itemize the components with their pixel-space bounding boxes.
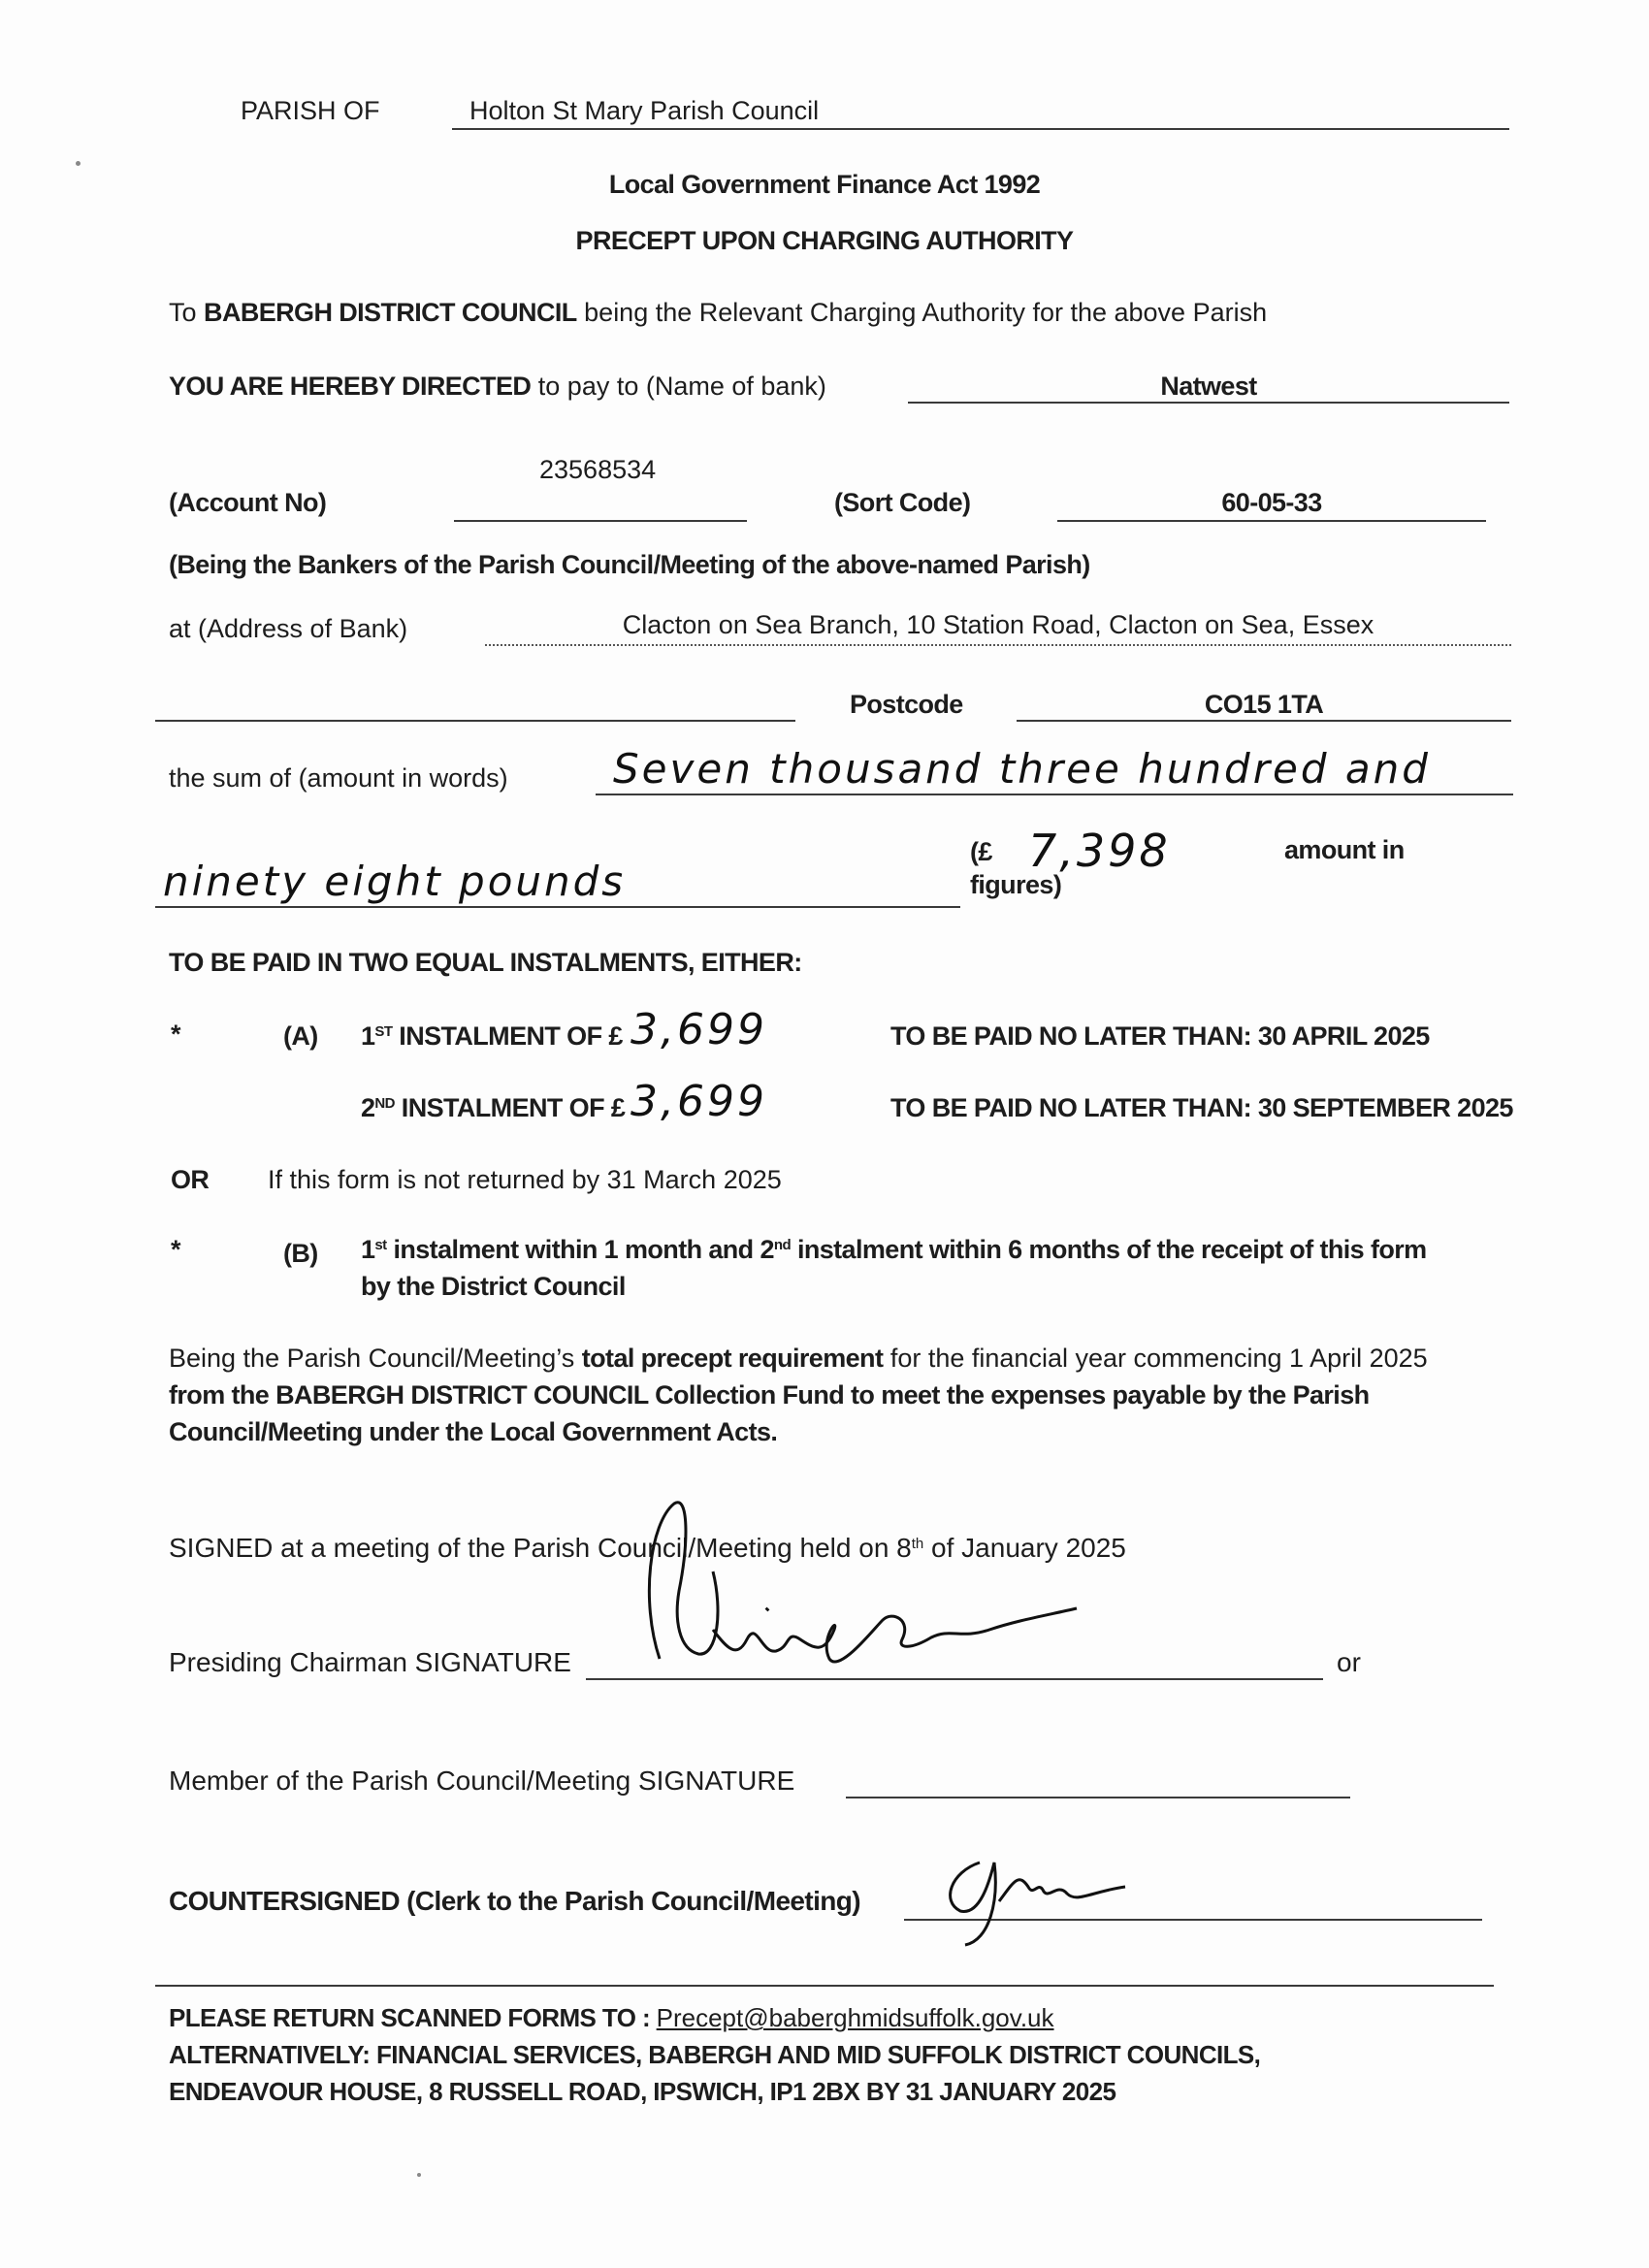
directed-bold: YOU ARE HEREBY DIRECTED	[169, 372, 532, 401]
return-email-link[interactable]: Precept@baberghmidsuffolk.gov.uk	[656, 2003, 1054, 2032]
footer-divider	[155, 1985, 1494, 1987]
address-line-2	[155, 720, 795, 722]
amount-figures: 7,398	[1028, 825, 1171, 877]
first-sup: ST	[374, 1023, 393, 1040]
option-a-label: (A)	[283, 1021, 318, 1051]
scan-speck	[417, 2173, 421, 2177]
option-a-star: *	[171, 1020, 180, 1049]
first-instalment-amount: 3,699	[630, 1005, 767, 1054]
to-prefix: To	[169, 298, 197, 327]
first-instalment-label	[361, 1021, 623, 1052]
chairman-signature	[621, 1484, 1106, 1698]
bank-address: Clacton on Sea Branch, 10 Station Road, Clacton on Sea, Essex	[622, 610, 1374, 639]
b-1: 1	[361, 1235, 375, 1264]
parish-label: PARISH OF	[241, 96, 380, 125]
b-text-1: instalment within 1 month and 2	[393, 1235, 774, 1264]
postcode: CO15 1TA	[1204, 690, 1324, 719]
req-2-bold: BABERGH DISTRICT COUNCIL	[275, 1380, 649, 1409]
directed-rest: to pay to (Name of bank)	[537, 372, 826, 401]
bank-name: Natwest	[1160, 372, 1257, 401]
b-2-sup: nd	[773, 1237, 792, 1253]
amount-words-label: the sum of (amount in words)	[169, 763, 508, 793]
address-label: at (Address of Bank)	[169, 614, 408, 643]
act-title: Local Government Finance Act 1992	[608, 170, 1041, 199]
postcode-line	[1017, 720, 1511, 722]
second-label-text: INSTALMENT OF £	[401, 1093, 626, 1122]
scan-speck	[76, 161, 81, 166]
parish-name-line	[452, 128, 1509, 130]
or-text-2: or	[1337, 1647, 1361, 1677]
amount-words-line2: ninety eight pounds	[163, 858, 627, 905]
b-1-sup: st	[374, 1237, 387, 1253]
clerk-signature	[922, 1843, 1154, 1960]
to-council: BABERGH DISTRICT COUNCIL	[204, 298, 577, 327]
req-1-bold: total precept requirement	[581, 1344, 884, 1373]
requirement-line-2	[169, 1379, 1370, 1410]
second-instalment-label	[361, 1092, 625, 1123]
signed-b: of January 2025	[931, 1533, 1126, 1563]
req-2b: Collection Fund to meet the expenses payable by the Parish	[655, 1380, 1370, 1409]
req-1b: for the financial year commencing 1 April 2025	[889, 1344, 1428, 1373]
signed-sup: th	[911, 1536, 924, 1552]
alt-rest: FINANCIAL SERVICES, BABERGH AND MID SUFFOLK DISTRICT COUNCILS,	[375, 2040, 1261, 2069]
instalments-heading: TO BE PAID IN TWO EQUAL INSTALMENTS, EITHER:	[169, 948, 802, 977]
amount-words-line	[596, 794, 1513, 795]
amount-words-line-2	[155, 906, 960, 908]
footer-address: ENDEAVOUR HOUSE, 8 RUSSELL ROAD, IPSWICH, IP1 2BX	[169, 2077, 860, 2106]
to-line	[169, 297, 1267, 328]
alternatively-line	[169, 2039, 1260, 2070]
address-deadline-line	[169, 2076, 1116, 2107]
form-title: PRECEPT UPON CHARGING AUTHORITY	[575, 226, 1074, 255]
second-sup: ND	[374, 1095, 395, 1112]
amount-in-label: amount in	[1284, 835, 1405, 864]
figures-suffix: figures)	[970, 870, 1062, 899]
postcode-label: Postcode	[850, 690, 963, 719]
second-instalment-due: TO BE PAID NO LATER THAN: 30 SEPTEMBER 2025	[890, 1093, 1513, 1122]
directed-line	[169, 371, 826, 402]
member-label: Member of the Parish Council/Meeting SIGNATURE	[169, 1766, 795, 1796]
signed-a: SIGNED at a meeting of the Parish Council/Meeting held on 8	[169, 1533, 912, 1563]
parish-name: Holton St Mary Parish Council	[469, 96, 820, 125]
account-number: 23568534	[539, 455, 657, 484]
member-signature-line[interactable]	[846, 1797, 1350, 1798]
return-bold: PLEASE RETURN SCANNED FORMS TO :	[169, 2003, 651, 2032]
address-line	[485, 644, 1511, 646]
chairman-label: Presiding Chairman SIGNATURE	[169, 1647, 571, 1677]
option-b-text-1	[361, 1234, 1427, 1265]
option-b-label: (B)	[283, 1239, 318, 1268]
bank-name-line	[908, 402, 1509, 404]
first-instalment-due: TO BE PAID NO LATER THAN: 30 APRIL 2025	[890, 1021, 1430, 1051]
b-text-2: instalment within 6 months of the receipt of this form	[796, 1235, 1427, 1264]
return-line	[169, 2002, 1054, 2033]
sort-code: 60-05-33	[1221, 488, 1322, 517]
sort-code-line	[1057, 520, 1486, 522]
req-1a: Being the Parish Council/Meeting’s	[169, 1344, 575, 1373]
requirement-line-3: Council/Meeting under the Local Government Acts.	[169, 1417, 778, 1446]
second-num: 2	[361, 1093, 375, 1122]
second-instalment-amount: 3,699	[630, 1077, 767, 1126]
requirement-line-1	[169, 1343, 1428, 1374]
or-label: OR	[171, 1165, 210, 1194]
clerk-label: COUNTERSIGNED (Clerk to the Parish Council/Meeting)	[169, 1886, 861, 1916]
option-b-star: *	[171, 1235, 180, 1264]
or-text: If this form is not returned by 31 March 2025	[268, 1165, 782, 1194]
account-label: (Account No)	[169, 488, 327, 517]
option-b-text-2: by the District Council	[361, 1272, 626, 1301]
alt-bold: ALTERNATIVELY:	[169, 2040, 371, 2069]
bankers-note: (Being the Bankers of the Parish Council/Meeting of the above-named Parish)	[169, 550, 1090, 579]
account-line	[454, 520, 747, 522]
sort-code-label: (Sort Code)	[834, 488, 971, 517]
footer-deadline: BY 31 JANUARY 2025	[865, 2077, 1116, 2106]
amount-words-line1: Seven thousand three hundred and	[613, 745, 1431, 793]
figures-prefix: (£	[970, 837, 992, 866]
to-suffix: being the Relevant Charging Authority for the above Parish	[584, 298, 1268, 327]
first-label-text: INSTALMENT OF £	[399, 1021, 623, 1051]
req-2a: from the	[169, 1380, 270, 1409]
first-num: 1	[361, 1021, 375, 1051]
